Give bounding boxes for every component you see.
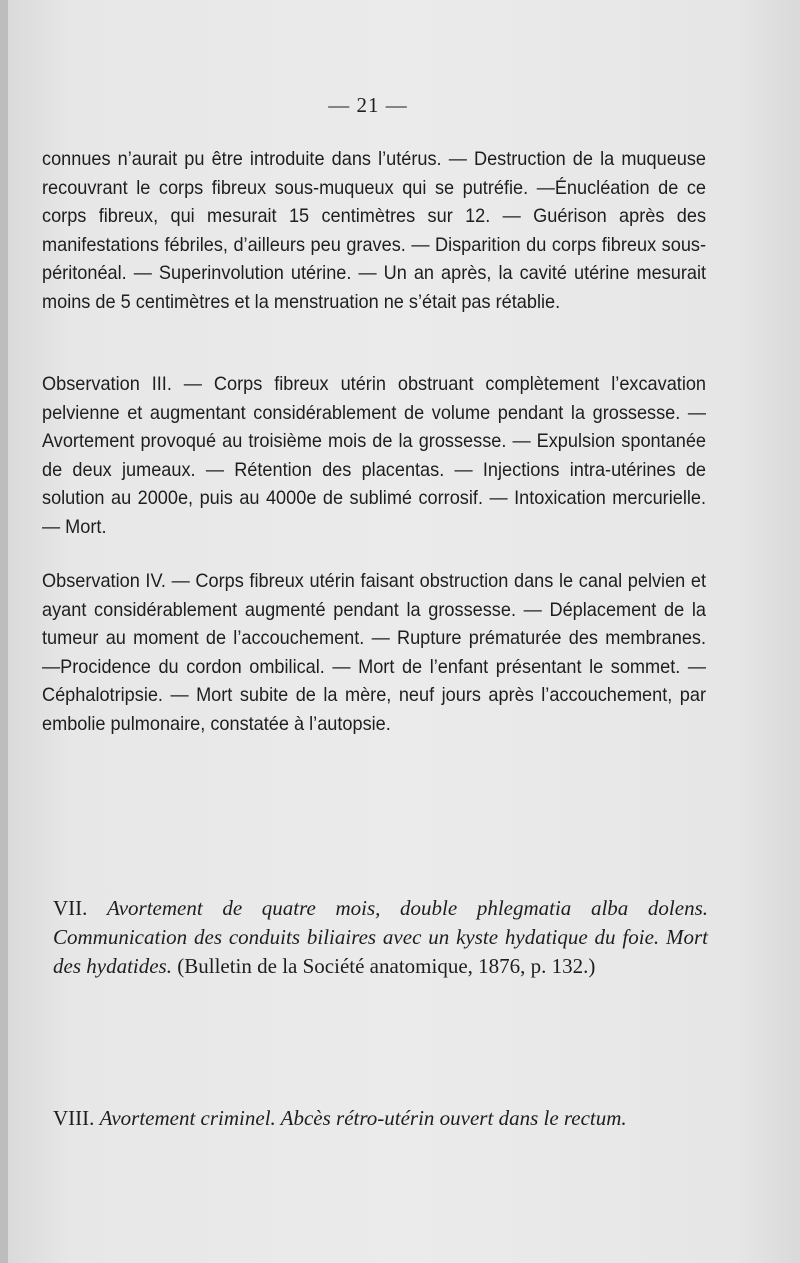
paragraph-text: Observation IV. — Corps fibreux utérin faisant obstruction dans le canal pelvien et ayant considérablement augmenté pendant la grossesse. — Déplacement de la tumeur au moment de l’accouchement. — Rupture prématurée des membranes. —Procidence du cordon ombilical. — Mort de l’enfant présentant le sommet. — Céphalotripsie. — Mort subite de la mère, neuf jours après l’accouchement, par embolie pulmonaire, constatée à l’autopsie.	[42, 570, 707, 735]
reference-entry-7	[53, 894, 708, 980]
paragraph-observation-4	[42, 567, 707, 739]
reference-number: VIII.	[53, 1106, 95, 1130]
page-number: — 21 —	[328, 93, 408, 117]
paragraph-observation-3	[42, 370, 707, 542]
reference-entry-8	[53, 1104, 708, 1133]
paragraph-text: connues n’aurait pu être introduite dans l’utérus. — Destruction de la muqueuse recouvrant le corps fibreux sous-muqueux qui se putréfie. —Énucléation de ce corps fibreux, qui mesurait 15 centimètres sur 12. — Guérison après des manifestations fébriles, d’ailleurs peu graves. — Disparition du corps fibreux sous-péritonéal. — Superinvolution utérine. — Un an après, la cavité utérine mesurait moins de 5 centimètres et la menstruation ne s’était pas rétablie.	[42, 148, 707, 313]
reference-title: Avortement criminel. Abcès rétro-utérin ouvert dans le rectum.	[99, 1106, 627, 1130]
document-page	[8, 0, 800, 1263]
reference-number: VII.	[53, 896, 88, 920]
reference-title: Avortement de quatre mois, double phlegmatia alba dolens. Communication des conduits biliaires avec un kyste hydatique du foie. Mort des hydatides.	[53, 896, 708, 978]
paragraph-continuation	[42, 145, 707, 317]
paragraph-text: Observation III. — Corps fibreux utérin obstruant complètement l’excavation pelvienne et augmentant considérablement de volume pendant la grossesse. — Avortement provoqué au troisième mois de la grossesse. — Expulsion spontanée de deux jumeaux. — Rétention des placentas. — Injections intra-utérines de solution au 2000e, puis au 4000e de sublimé corrosif. — Intoxication mercurielle. — Mort.	[42, 373, 707, 538]
reference-source: (Bulletin de la Société anatomique, 1876, p. 132.)	[177, 953, 596, 978]
